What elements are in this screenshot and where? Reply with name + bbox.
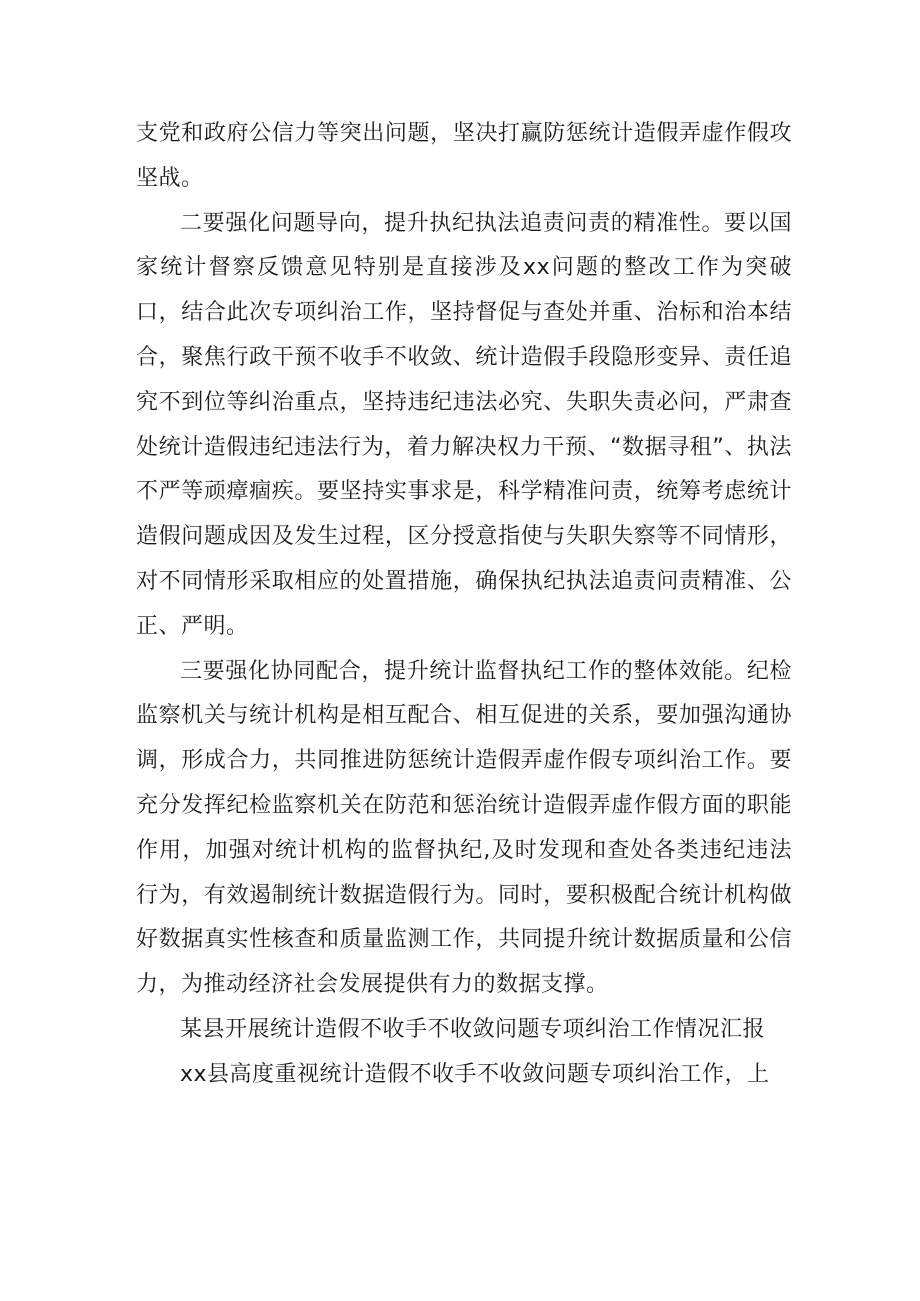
document-body bbox=[136, 112, 792, 1098]
paragraph-third-requirement: 三要强化协同配合，提升统计监督执纪工作的整体效能。纪检监察机关与统计机构是相互配合、相互促进的关系，要加强沟通协调，形成合力，共同推进防惩统计造假弄虚作假专项纠治工作。要充分发挥纪检监察机关在防范和惩治统计造假弄虚作假方面的职能作用，加强对统计机构的监督执纪,及时发现和查处各类违纪违法行为，有效遏制统计数据造假行为。同时，要积极配合统计机构做好数据真实性核查和质量监测工作，共同提升统计数据质量和公信力，为推动经济社会发展提供有力的数据支撑。 bbox=[136, 658, 792, 998]
section-title: 某县开展统计造假不收手不收敛问题专项纠治工作情况汇报 bbox=[180, 1016, 766, 1042]
paragraph-second-requirement: 二要强化问题导向，提升执纪执法追责问责的精准性。要以国家统计督察反馈意见特别是直接涉及xx问题的整改工作为突破口，结合此次专项纠治工作，坚持督促与查处并重、治标和治本结合，聚焦行政干预不收手不收敛、统计造假手段隐形变异、责任追究不到位等纠治重点，坚持违纪违法必究、失职失责必问，严肃查处统计造假违纪违法行为，着力解决权力干预、“数据寻租”、执法不严等顽瘴痼疾。要坚持实事求是，科学精准问责，统筹考虑统计造假问题成因及发生过程，区分授意指使与失职失察等不同情形，对不同情形采取相应的处置措施，确保执纪执法追责问责精准、公正、严明。 bbox=[136, 210, 792, 639]
paragraph-continuation: 支党和政府公信力等突出问题，坚决打赢防惩统计造假弄虚作假攻坚战。 bbox=[136, 121, 792, 191]
paragraph-report-opening: xx县高度重视统计造假不收手不收敛问题专项纠治工作，上 bbox=[180, 1061, 770, 1087]
